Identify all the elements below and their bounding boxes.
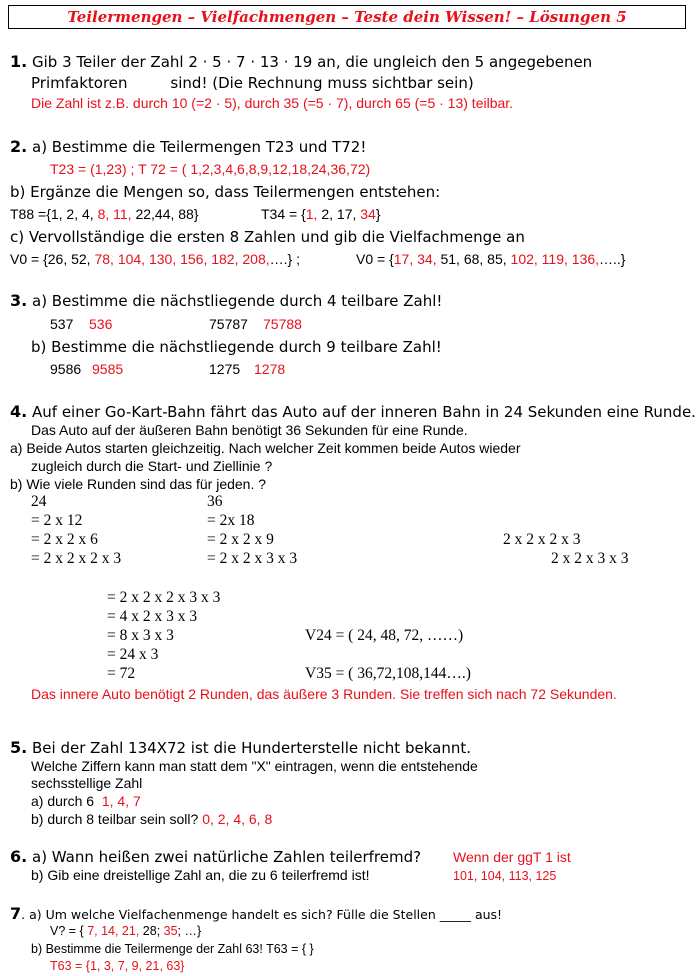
q3-number: 3. [10, 291, 28, 310]
q4-number: 4. [10, 402, 28, 421]
q4-a-line2: zugleich durch die Start- und Ziellinie ? [31, 458, 273, 474]
q3-b-n2: 1275 [209, 361, 241, 377]
q3-a-n2: 75787 [209, 316, 248, 332]
q2-a-answer: T23 = (1,23) ; T 72 = ( 1,2,3,4,6,8,9,12,18,24,36,72) [50, 161, 371, 177]
q4-answer: Das innere Auto benötigt 2 Runden, das äußere 3 Runden. Sie treffen sich nach 72 Sekunden. [31, 686, 617, 702]
q3-a-question [10, 292, 442, 310]
q5-line1 [10, 739, 471, 757]
q4-col1-0: 24 [31, 493, 47, 510]
q2-a-question [10, 138, 366, 156]
q4-calc-1: = 4 x 2 x 3 x 3 [107, 608, 198, 625]
q7-a-text: . a) Um welche Vielfachenmenge handelt es sich? Fülle die Stellen _____ aus! [21, 907, 503, 922]
q4-calc-0: = 2 x 2 x 2 x 3 x 3 [107, 589, 221, 606]
q3-a-n1: 537 [50, 316, 74, 332]
q1-line2: Primfaktoren sind! (Die Rechnung muss sichtbar sein) [31, 74, 474, 92]
q2-c-v2: V0 = {17, 34, 51, 68, 85, 102, 119, 136,…..} [356, 251, 626, 267]
q7-v: V? = { 7, 14, 21, 28; 35; …} [50, 924, 202, 938]
q6-b-question: b) Gib eine dreistellige Zahl an, die zu 6 teilerfremd ist! [31, 867, 370, 883]
q5-line3: sechsstellige Zahl [31, 775, 143, 791]
q3-b-question: b) Bestimme die nächstliegende durch 9 teilbare Zahl! [31, 338, 442, 356]
q5-line2: Welche Ziffern kann man statt dem "X" eintragen, wenn die entstehende [31, 758, 478, 774]
q2-b-t34: T34 = {1, 2, 17, 34} [261, 206, 381, 222]
q3-b-r2: 1278 [254, 361, 286, 377]
q5-a: a) durch 6 1, 4, 7 [31, 793, 141, 809]
q2-number: 2. [10, 137, 28, 156]
q4-col1-1: = 2 x 12 [31, 512, 83, 529]
q1-line1 [10, 53, 592, 71]
q7-b-answer: T63 = {1, 3, 7, 9, 21, 63} [50, 959, 185, 973]
page-title: Teilermengen – Vielfachmengen – Teste dein Wissen! – Lösungen 5 [8, 5, 686, 29]
q6-a-question [10, 848, 421, 866]
q3-a-r2: 75788 [263, 316, 302, 332]
q7-b-question: b) Bestimme die Teilermenge der Zahl 63! T63 = { } [31, 942, 314, 956]
q2-b-t88: T88 ={1, 2, 4, 8, 11, 22,44, 88} [10, 206, 199, 222]
q4-v35: V35 = ( 36,72,108,144….) [305, 665, 471, 682]
q4-calc-2: = 8 x 3 x 3 [107, 627, 174, 644]
q6-b-answer: 101, 104, 113, 125 [453, 869, 557, 883]
q4-col2-2: = 2 x 2 x 9 [207, 531, 274, 548]
q4-line2: Das Auto auf der äußeren Bahn benötigt 36 Sekunden für eine Runde. [31, 422, 468, 438]
q1-number: 1. [10, 52, 28, 71]
q4-line1 [10, 403, 696, 421]
q4-col2-0: 36 [207, 493, 223, 510]
q4-calc-4: = 72 [107, 665, 136, 682]
q4-calc-3: = 24 x 3 [107, 646, 159, 663]
q5-a-answer: 1, 4, 7 [101, 793, 141, 809]
q4-col2-3: = 2 x 2 x 3 x 3 [207, 550, 298, 567]
q2-a-text: a) Bestimme die Teilermengen T23 und T72! [32, 138, 367, 156]
q7-number: 7 [10, 904, 22, 923]
q3-a-r1: 536 [89, 316, 113, 332]
q6-a-text: a) Wann heißen zwei natürliche Zahlen teilerfremd? [32, 848, 422, 866]
q1-answer: Die Zahl ist z.B. durch 10 (=2 · 5), durch 35 (=5 · 7), durch 65 (=5 · 13) teilbar. [31, 95, 514, 111]
q6-a-answer: Wenn der ggT 1 ist [453, 849, 571, 865]
q3-a-text: a) Bestimme die nächstliegende durch 4 teilbare Zahl! [32, 292, 443, 310]
q4-v24: V24 = ( 24, 48, 72, ……) [305, 627, 464, 644]
q5-b-answer: 0, 2, 4, 6, 8 [202, 811, 273, 827]
q4-a-line1: a) Beide Autos starten gleichzeitig. Nach welcher Zeit kommen beide Autos wieder [10, 440, 521, 456]
q5-text1: Bei der Zahl 134X72 ist die Hunderterstelle nicht bekannt. [32, 739, 471, 757]
q7-a-question [10, 905, 502, 924]
q3-b-n1: 9586 [50, 361, 82, 377]
q1-text1: Gib 3 Teiler der Zahl 2 · 5 · 7 · 13 · 19 an, die ungleich den 5 angegebenen [32, 53, 593, 71]
q4-col3-1: 2 x 2 x 3 x 3 [551, 550, 629, 567]
q4-col3-0: 2 x 2 x 2 x 3 [503, 531, 581, 548]
q5-number: 5. [10, 738, 28, 757]
q4-text1: Auf einer Go-Kart-Bahn fährt das Auto auf der inneren Bahn in 24 Sekunden eine Runde. [32, 403, 696, 421]
q2-c-v1: V0 = {26, 52, 78, 104, 130, 156, 182, 208,….} ; [10, 251, 300, 267]
q6-number: 6. [10, 847, 28, 866]
q4-col2-1: = 2x 18 [207, 512, 255, 529]
q2-b-question: b) Ergänze die Mengen so, dass Teilermengen entstehen: [10, 183, 441, 201]
q5-b: b) durch 8 teilbar sein soll? 0, 2, 4, 6, 8 [31, 811, 273, 827]
q3-b-r1: 9585 [92, 361, 124, 377]
q4-b: b) Wie viele Runden sind das für jeden. ? [10, 476, 267, 492]
q2-c-question: c) Vervollständige die ersten 8 Zahlen und gib die Vielfachmenge an [10, 228, 525, 246]
q4-col1-3: = 2 x 2 x 2 x 3 [31, 550, 122, 567]
q4-col1-2: = 2 x 2 x 6 [31, 531, 98, 548]
